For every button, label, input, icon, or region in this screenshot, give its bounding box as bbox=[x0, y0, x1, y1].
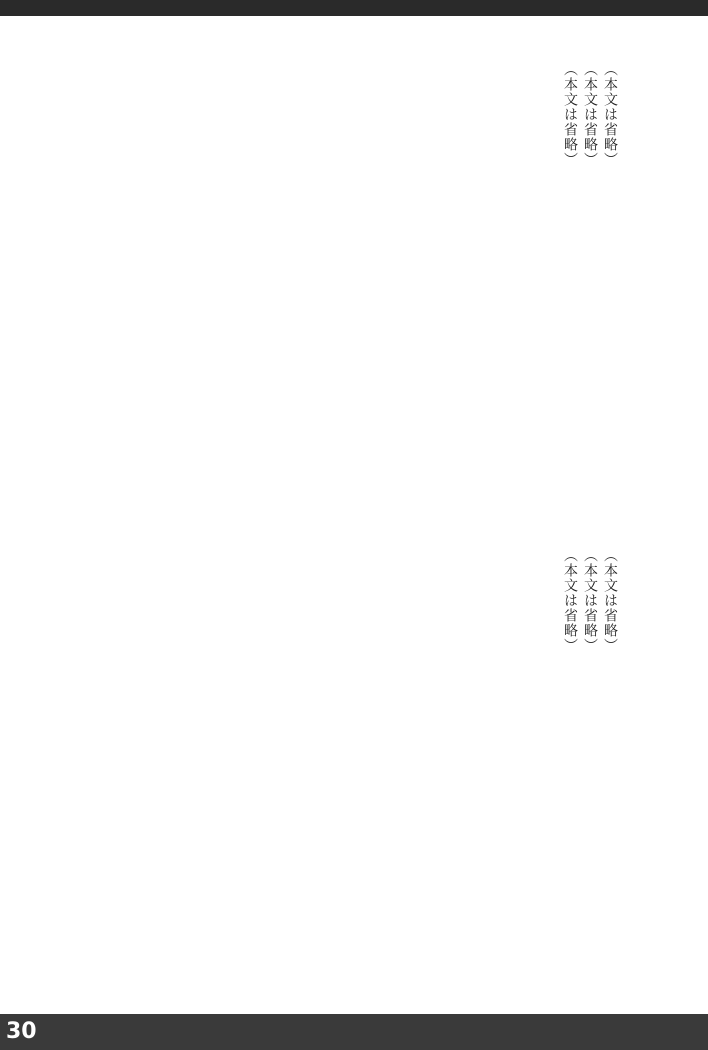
upper-text-block bbox=[80, 62, 620, 502]
text-line: （本文は省略） bbox=[602, 62, 618, 167]
text-line: （本文は省略） bbox=[582, 62, 598, 167]
lower-text-block bbox=[80, 548, 620, 968]
text-line: （本文は省略） bbox=[562, 62, 578, 167]
text-line: （本文は省略） bbox=[602, 548, 618, 653]
text-line: （本文は省略） bbox=[562, 548, 578, 653]
text-line: （本文は省略） bbox=[582, 548, 598, 653]
bottom-bar bbox=[0, 1014, 708, 1050]
page-number: 30 bbox=[6, 1019, 37, 1044]
top-bar bbox=[0, 0, 708, 16]
